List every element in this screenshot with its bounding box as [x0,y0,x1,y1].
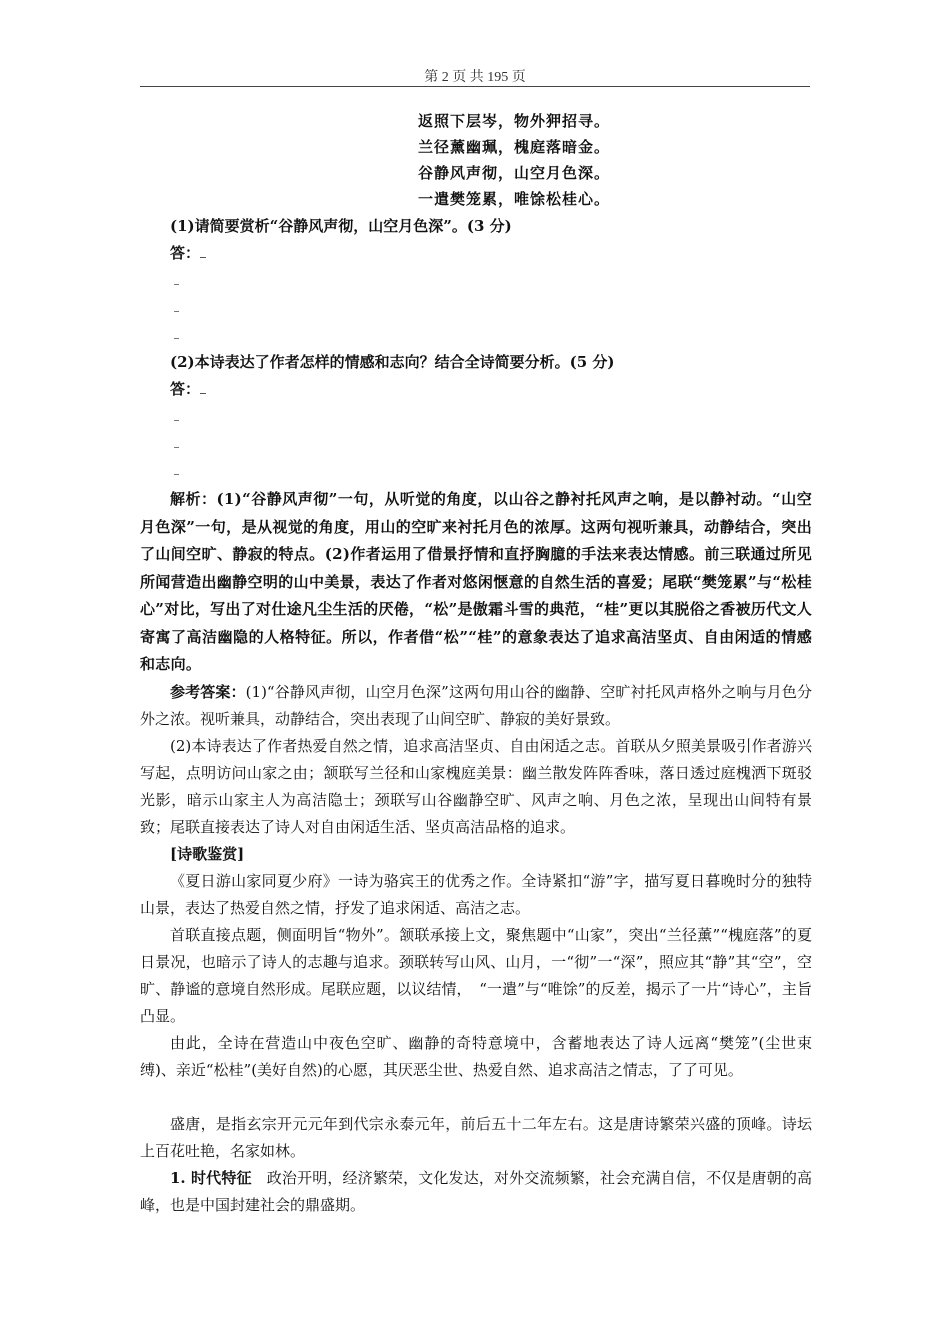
answer-blank-line[interactable] [140,430,812,457]
tang-item-1-text: 政治开明，经济繁荣，文化发达，对外交流频繁，社会充满自信，不仅是唐朝的高峰，也是中国封建社会的鼎盛期。 [140,1168,812,1214]
tang-item-1-label: 1. 时代特征 [170,1168,252,1187]
answer-blank-line[interactable] [140,294,812,321]
page-header: 第 2 页 共 195 页 [424,70,526,85]
appreciation-paragraph-3: 由此，全诗在营造山中夜色空旷、幽静的奇特意境中，含蓄地表达了诗人远离“樊笼”(尘世束缚)、亲近“松桂”(美好自然)的心愿，其厌恶尘世、热爱自然、追求高洁之情志，了了可见。 [140,1033,812,1079]
answer-label: 答： [170,244,201,262]
question-2: (2)本诗表达了作者怎样的情感和志向？结合全诗简要分析。(5 分) [170,353,615,371]
reference-label: 参考答案： [170,682,246,701]
poem-line: 兰径薰幽珮，槐庭落暗金。 [417,138,610,156]
poem-line: 谷静风声彻，山空月色深。 [417,164,610,182]
page-content [140,108,812,1219]
answer-label: 答： [170,380,201,398]
answer-blank-line[interactable] [140,321,812,348]
poem-line: 一遣樊笼累，唯馀松桂心。 [417,190,610,208]
answer-line-1 [140,240,812,267]
tang-item-1 [140,1165,812,1219]
analysis-text: (1)“谷静风声彻”一句，从听觉的角度，以山谷之静衬托风声之响，是以静衬动。“山空月色深”一句，是从视觉的角度，用山的空旷来衬托月色的浓厚。这两句视听兼具，动静结合，突出了山间空旷、静寂的特点。(2)作者运用了借景抒情和直抒胸臆的手法来表达情感。前三联通过所见所闻营造出幽静空明的山中美景，表达了作者对悠闲惬意的自然生活的喜爱；尾联“樊笼累”与“松桂心”对比，写出了对仕途凡尘生活的厌倦，“松”是傲霜斗雪的典范，“桂”更以其脱俗之香被历代文人寄寓了高洁幽隐的人格特征。所以，作者借“松”“桂”的意象表达了追求高洁坚贞、自由闲适的情感和志向。 [140,490,812,673]
appreciation-paragraph-1: 《夏日游山家同夏少府》一诗为骆宾王的优秀之作。全诗紧扣“游”字，描写夏日暮晚时分的独特山景，表达了热爱自然之情，抒发了追求闲适、高洁之志。 [140,871,812,917]
analysis-paragraph [140,486,812,679]
poem-line: 返照下层岑，物外狎招寻。 [417,112,610,130]
appreciation-paragraph-2: 首联直接点题，侧面明旨“物外”。颔联承接上文，聚焦题中“山家”，突出“兰径薰”“槐庭落”的夏日景况，也暗示了诗人的志趣与追求。颈联转写山风、山月，一“彻”一“深”，照应其“静”其“空”，空旷、静谧的意境自然形成。尾联应题，以议结情， “一遣”与“唯馀”的反差，揭示了一片“诗心”，主旨凸显。 [140,925,812,1025]
appreciation-title: [诗歌鉴赏] [170,844,245,863]
spacer [140,1084,812,1111]
tang-intro: 盛唐，是指玄宗开元元年到代宗永泰元年，前后五十二年左右。这是唐诗繁荣兴盛的顶峰。诗坛上百花吐艳，名家如林。 [140,1114,812,1160]
header-divider [140,86,810,87]
answer-blank[interactable] [200,383,206,394]
reference-text-1: (1)“谷静风声彻，山空月色深”这两句用山谷的幽静、空旷衬托风声格外之响与月色分外之浓。视听兼具，动静结合，突出表现了山间空旷、静寂的美好景致。 [140,682,812,728]
answer-blank-line[interactable] [140,457,812,484]
poem [140,108,812,212]
analysis-label: 解析： [170,490,217,508]
answer-blank[interactable] [200,247,206,258]
answer-blank-line[interactable] [140,403,812,430]
answer-line-2 [140,376,812,403]
answer-blank-line[interactable] [140,267,812,294]
reference-answer-1 [140,679,812,733]
question-1: (1)请简要赏析“谷静风声彻，山空月色深”。(3 分) [170,217,512,235]
reference-answer-2: (2)本诗表达了作者热爱自然之情，追求高洁坚贞、自由闲适之志。首联从夕照美景吸引作者游兴写起，点明访问山家之由；颔联写兰径和山家槐庭美景：幽兰散发阵阵香味，落日透过庭槐洒下斑驳光影，暗示山家主人为高洁隐士；颈联写山谷幽静空旷、风声之响、月色之浓，呈现出山间特有景致；尾联直接表达了诗人对自由闲适生活、坚贞高洁品格的追求。 [140,736,812,836]
